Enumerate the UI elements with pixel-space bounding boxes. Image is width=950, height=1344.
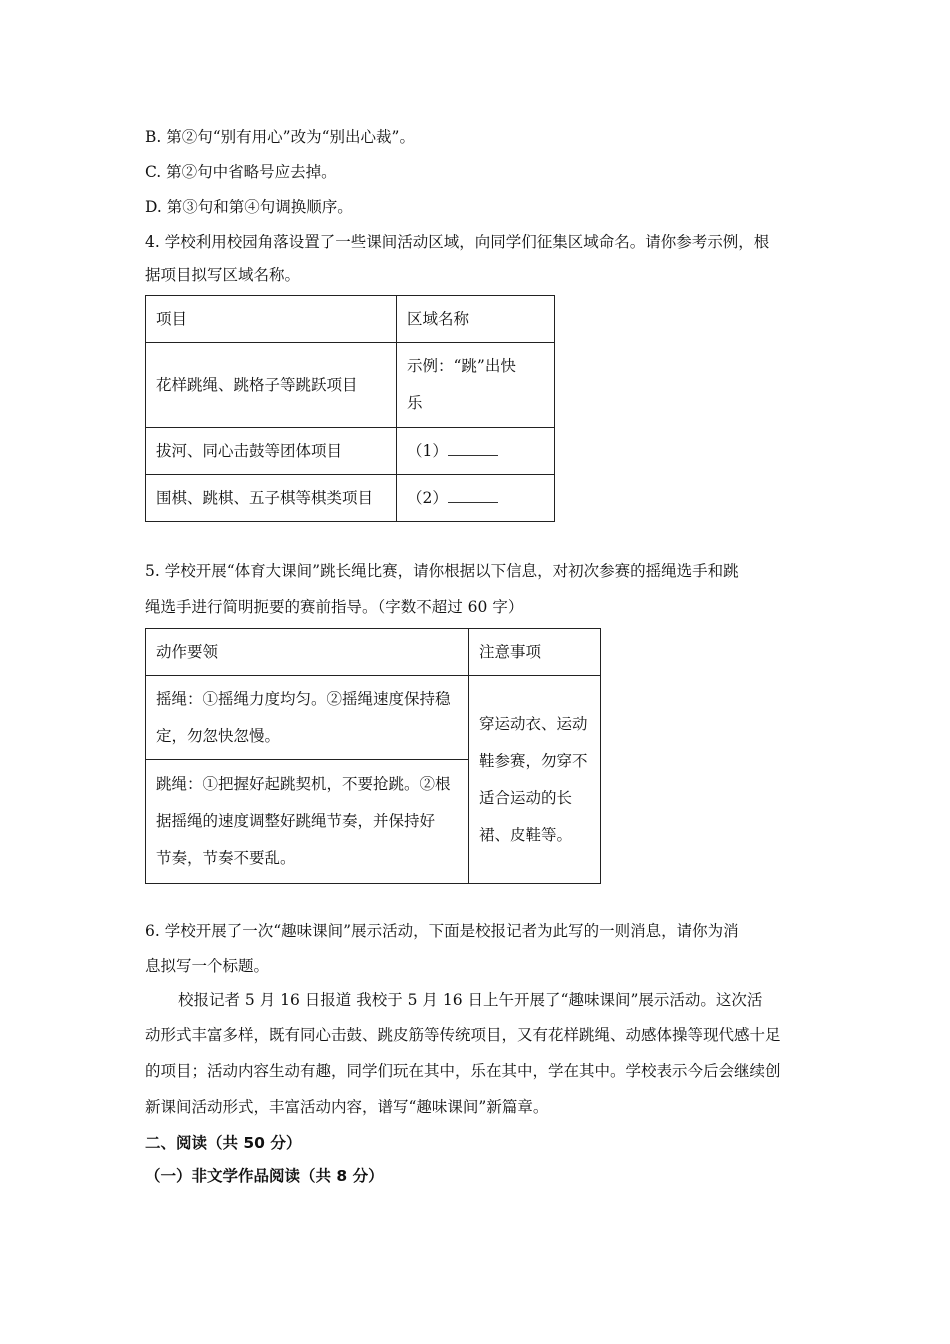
q4-row2-name bbox=[397, 428, 555, 475]
q6-stem-cont: 息拟写一个标题。 bbox=[145, 957, 270, 975]
section2-subtitle: （一）非文学作品阅读（共 8 分） bbox=[145, 1167, 384, 1185]
option-d: D. 第③句和第④句调换顺序。 bbox=[145, 198, 353, 216]
option-b: B. 第②句“别有用心”改为“别出心裁”。 bbox=[145, 128, 415, 146]
q6-passage-line1: 校报记者 5 月 16 日报道 我校于 5 月 16 日上午开展了“趣味课间”展示活动。这次活 bbox=[178, 991, 763, 1009]
q5-header-actions: 动作要领 bbox=[146, 629, 469, 676]
q4-stem-cont: 据项目拟写区域名称。 bbox=[145, 266, 301, 284]
option-c: C. 第②句中省略号应去掉。 bbox=[145, 163, 337, 181]
q4-answer2-label: （2） bbox=[407, 488, 448, 507]
q4-example-line1: 示例：“跳”出快 bbox=[407, 357, 516, 375]
q6-passage-line4: 新课间活动形式，丰富活动内容，谱写“趣味课间”新篇章。 bbox=[145, 1098, 549, 1116]
q6-passage-line3: 的项目；活动内容生动有趣，同学们玩在其中，乐在其中，学在其中。学校表示今后会继续创 bbox=[145, 1062, 781, 1080]
q5-row-rope-turning: 摇绳：①摇绳力度均匀。②摇绳速度保持稳 定，勿忽快忽慢。 bbox=[146, 676, 469, 760]
q6-stem: 6. 学校开展了一次“趣味课间”展示活动，下面是校报记者为此写的一则消息，请你为消 bbox=[145, 922, 739, 940]
q4-row3-item: 围棋、跳棋、五子棋等棋类项目 bbox=[146, 475, 397, 522]
q5-stem: 5. 学校开展“体育大课间”跳长绳比赛，请你根据以下信息，对初次参赛的摇绳选手和跳 bbox=[145, 562, 739, 580]
q4-table bbox=[145, 295, 555, 522]
q5-notes-cell: 穿运动衣、运动 鞋参赛，勿穿不 适合运动的长 裙、皮鞋等。 bbox=[469, 676, 601, 884]
q5-table bbox=[145, 628, 601, 884]
q4-header-name: 区域名称 bbox=[397, 296, 555, 343]
q5-row-rope-jumping: 跳绳：①把握好起跳契机，不要抢跳。②根 据摇绳的速度调整好跳绳节奏，并保持好 节奏，节奏不要乱。 bbox=[146, 760, 469, 884]
q4-row3-name bbox=[397, 475, 555, 522]
q5-stem-cont: 绳选手进行简明扼要的赛前指导。（字数不超过 60 字） bbox=[145, 598, 524, 616]
q6-passage-line2: 动形式丰富多样，既有同心击鼓、跳皮筋等传统项目，又有花样跳绳、动感体操等现代感十足 bbox=[145, 1026, 781, 1044]
q4-stem: 4. 学校利用校园角落设置了一些课间活动区域，向同学们征集区域命名。请你参考示例，根 bbox=[145, 233, 770, 251]
q4-answer1-blank[interactable] bbox=[448, 441, 498, 456]
q4-row1-name bbox=[397, 343, 555, 428]
q4-answer2-blank[interactable] bbox=[448, 488, 498, 503]
q4-row1-item: 花样跳绳、跳格子等跳跃项目 bbox=[146, 343, 397, 428]
section2-title: 二、阅读（共 50 分） bbox=[145, 1134, 302, 1152]
q5-header-notes: 注意事项 bbox=[469, 629, 601, 676]
q4-header-item: 项目 bbox=[146, 296, 397, 343]
q4-row2-item: 拔河、同心击鼓等团体项目 bbox=[146, 428, 397, 475]
q4-answer1-label: （1） bbox=[407, 441, 448, 460]
q4-example-line2: 乐 bbox=[407, 394, 423, 412]
